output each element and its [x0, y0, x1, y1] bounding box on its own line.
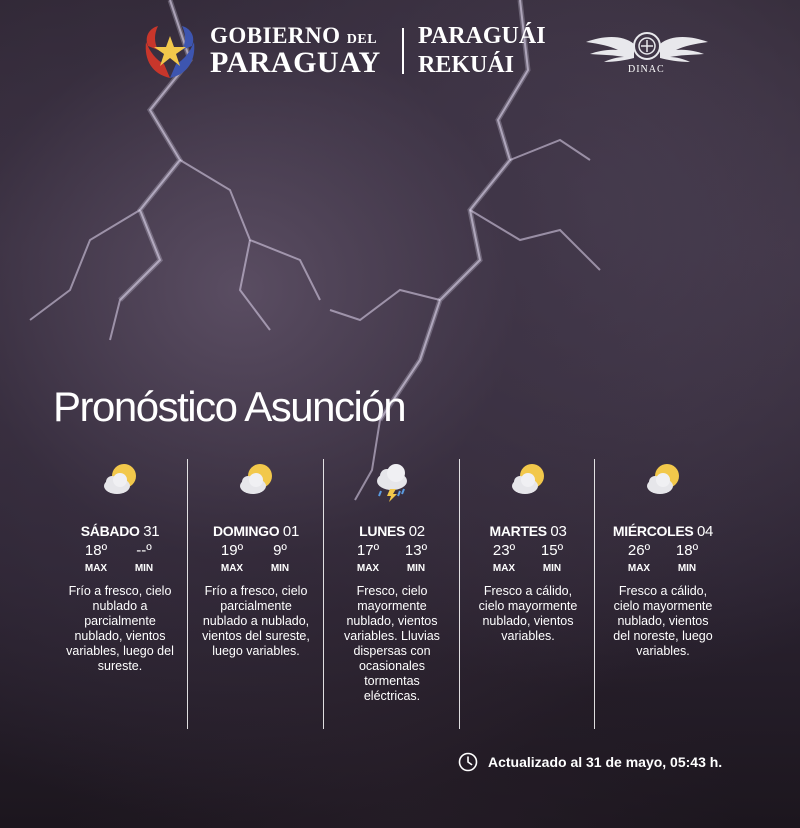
min-label: MIN: [542, 563, 562, 574]
forecast-description: Fresco, cielo mayormente nublado, vientos variables. Lluvias dispersas con ocasionales tormentas eléctricas.: [344, 584, 440, 703]
max-label: MAX: [627, 563, 651, 574]
temp-max: 19º: [220, 542, 244, 559]
day-date: 02: [408, 523, 425, 540]
min-label: MIN: [677, 563, 697, 574]
forecast-description: Fresco a cálido, cielo mayormente nublado, vientos del noreste, luego variables.: [613, 584, 713, 658]
day-name: SÁBADO: [80, 523, 140, 539]
forecast-description: Frío a fresco, cielo nublado a parcialmente nublado, vientos variables, luego del sureste.: [66, 584, 174, 673]
partly-cloudy-icon: [506, 459, 550, 503]
forecast-day: [187, 459, 324, 729]
day-date: 01: [282, 523, 300, 540]
header: [140, 20, 720, 84]
partly-cloudy-icon: [234, 459, 278, 503]
max-label: MAX: [492, 563, 516, 574]
temp-min: 13º: [404, 542, 428, 559]
forecast-description: Frío a fresco, cielo parcialmente nublado a nublado, vientos del sureste, luego variables.: [202, 584, 310, 658]
partly-cloudy-icon: [641, 459, 685, 503]
gob-line1: GOBIERNO: [210, 23, 341, 48]
forecast-description: Fresco a cálido, cielo mayormente nublado, vientos variables.: [478, 584, 578, 643]
gobierno-logo-text: [210, 24, 381, 78]
updated-timestamp: [458, 752, 722, 772]
day-name: MIÉRCOLES: [612, 523, 694, 539]
forecast-day: [52, 459, 188, 729]
day-name: LUNES: [359, 523, 406, 539]
temp-max: 18º: [84, 542, 108, 559]
min-label: MIN: [134, 563, 154, 574]
dinac-label: DINAC: [628, 64, 665, 75]
temp-min: --º: [136, 542, 152, 559]
temp-max: 26º: [627, 542, 651, 559]
page-title: Pronóstico Asunción: [53, 383, 406, 430]
day-name: DOMINGO: [212, 523, 280, 539]
day-date: 31: [143, 523, 160, 540]
max-label: MAX: [84, 563, 108, 574]
min-label: MIN: [270, 563, 290, 574]
updated-text: Actualizado al 31 de mayo, 05:43 h.: [488, 754, 723, 770]
paraguai-rekuai-text: [418, 24, 546, 77]
government-seal-icon: [140, 22, 200, 82]
forecast-day: [594, 459, 731, 729]
max-label: MAX: [220, 563, 244, 574]
day-date: 04: [697, 523, 714, 540]
clock-icon: [458, 752, 478, 772]
pr-line1: PARAGUÁI: [418, 23, 546, 49]
forecast-day: [459, 459, 596, 729]
temp-min: 18º: [675, 542, 699, 559]
max-label: MAX: [356, 563, 380, 574]
header-divider: [402, 28, 404, 74]
temp-max: 17º: [356, 542, 380, 559]
partly-cloudy-icon: [98, 459, 142, 503]
temp-min: 15º: [540, 542, 564, 559]
forecast-day: [323, 459, 460, 729]
gob-line2: PARAGUAY: [210, 46, 381, 79]
pr-line2: REKUÁI: [418, 52, 515, 78]
storm-icon: [370, 459, 414, 503]
gob-line1-small: DEL: [346, 32, 378, 47]
min-label: MIN: [406, 563, 426, 574]
temp-min: 9º: [273, 542, 287, 559]
day-name: MARTES: [489, 523, 547, 539]
day-date: 03: [550, 523, 567, 540]
temp-max: 23º: [492, 542, 516, 559]
forecast-days: [52, 459, 732, 729]
